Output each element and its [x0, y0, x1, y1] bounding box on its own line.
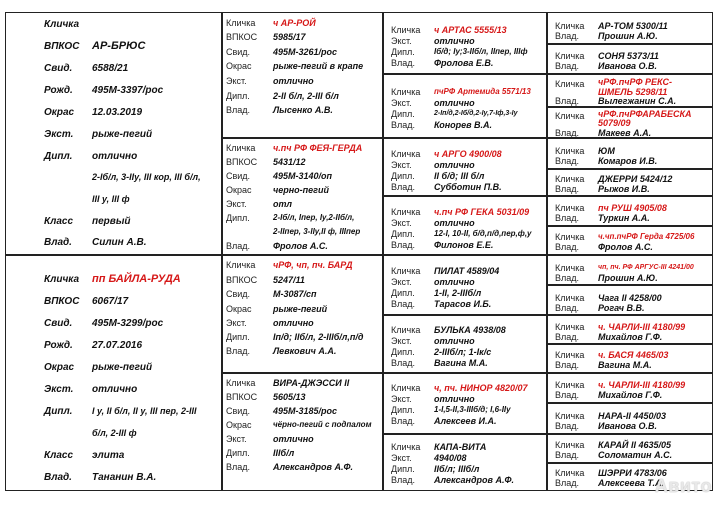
dam-block [5, 255, 222, 491]
label: Свид. [226, 406, 251, 416]
dog-name: АР-ТОМ 5300/11 [598, 21, 668, 31]
dog-name-cont: 5079/09 [598, 118, 631, 128]
label: Кличка [391, 207, 421, 217]
label: Дипл. [391, 229, 415, 239]
dog-name: ч АР-РОЙ [273, 18, 316, 28]
label: Экст. [391, 277, 412, 287]
dog-name: ч, пч. НИНОР 4820/07 [434, 383, 528, 393]
label: Влад. [555, 156, 580, 166]
label: Кличка [555, 468, 585, 478]
label: Кличка [555, 232, 585, 242]
value: 27.07.2016 [92, 340, 143, 351]
value: Силин А.В. [92, 237, 147, 248]
label: Кличка [44, 19, 80, 30]
label: Рожд. [44, 340, 73, 351]
value: Иванова О.В. [598, 421, 658, 431]
label: Дипл. [391, 464, 415, 474]
value: 495М-3185/рос [273, 406, 338, 416]
value: отлично [92, 151, 138, 162]
dog-name: БУЛЬКА 4938/08 [434, 325, 506, 335]
value: АР-БРЮС [92, 40, 146, 52]
label: Кличка [555, 79, 585, 89]
label: Влад. [226, 346, 251, 356]
dog-name: чРФ.пчРФ РЕКС- [598, 77, 672, 87]
label: Влад. [555, 213, 580, 223]
label: Влад. [555, 61, 580, 71]
label: Влад. [391, 58, 416, 68]
value: Макеев А.А. [598, 128, 652, 138]
value: 12.03.2019 [92, 107, 143, 118]
label: Кличка [555, 440, 585, 450]
far-ancestor-block [547, 196, 713, 226]
value: 5247/11 [273, 275, 305, 285]
label: Дипл. [226, 332, 250, 342]
label: Влад. [555, 421, 580, 431]
value: Михайлов Г.Ф. [598, 390, 663, 400]
value: черно-пегий [273, 185, 329, 195]
label: Влад. [555, 96, 580, 106]
label: Кличка [555, 51, 585, 61]
dog-name: ч.пч РФ ФЕЯ-ГЕРДА [273, 143, 363, 153]
value: отлично [434, 336, 475, 346]
value: чёрно-пегий с подпалом [273, 420, 372, 429]
label: ВПКОС [44, 41, 80, 52]
label: Дипл. [44, 406, 73, 417]
label: Экст. [391, 98, 412, 108]
label: Влад. [391, 120, 416, 130]
label: Влад. [226, 241, 251, 251]
value: III у, III ф [92, 194, 130, 204]
label: Кличка [555, 380, 585, 390]
label: Кличка [391, 87, 421, 97]
value: Михайлов Г.Ф. [598, 332, 663, 342]
far-ancestor-block [547, 434, 713, 463]
label: Влад. [555, 360, 580, 370]
label: Кличка [391, 325, 421, 335]
label: Кличка [44, 274, 80, 285]
label: Влад. [555, 450, 580, 460]
label: Влад. [44, 237, 72, 248]
far-ancestor-block [547, 107, 713, 138]
label: ВПКОС [226, 392, 258, 402]
value: I у, II б/л, II у, III пер, 2-III [92, 406, 197, 416]
label: Экст. [391, 218, 412, 228]
label: Влад. [555, 390, 580, 400]
value: Туркин А.А. [598, 213, 650, 223]
label: Экст. [226, 318, 247, 328]
value: Тарасов И.Б. [434, 299, 492, 309]
dog-name: ч.чп.пчРФ Герда 4725/06 [598, 232, 695, 241]
sire-block [5, 12, 222, 255]
value: элита [92, 450, 125, 461]
grandparent-block [222, 255, 383, 373]
label: Дипл. [226, 448, 250, 458]
value: Прошин А.Ю. [598, 273, 658, 283]
value: отлично [434, 394, 475, 404]
value: 2-II б/л, 2-III б/л [273, 91, 339, 101]
label: ВПКОС [44, 296, 80, 307]
dog-name: ДЖЕРРИ 5424/12 [598, 174, 673, 184]
value: Комаров И.В. [598, 156, 658, 166]
value: 5985/17 [273, 32, 306, 42]
label: Кличка [226, 18, 256, 28]
value: отлично [434, 36, 475, 46]
value: II б/д; III б/л [434, 171, 485, 181]
far-ancestor-block [547, 12, 713, 44]
dog-name: ч.пч РФ ГЕКА 5031/09 [434, 207, 530, 217]
dog-name-cont: ШМЕЛЬ 5298/11 [598, 87, 668, 97]
value: отлично [273, 76, 314, 86]
value: М-3087/сп [273, 289, 317, 299]
ancestor-block [383, 138, 547, 196]
dog-name: чРФ.пчРФАРАБЕСКА [598, 109, 692, 119]
dog-name: ч АРГО 4900/08 [434, 149, 502, 159]
dog-name: чРФ, чп, пч. БАРД [273, 260, 353, 270]
dog-name: ЮМ [598, 146, 615, 156]
value: отлично [273, 434, 314, 444]
ancestor-block [383, 12, 547, 74]
value: Фролов А.С. [598, 242, 653, 252]
value: 495М-3140/оп [273, 171, 333, 181]
value: отлично [434, 218, 475, 228]
value: 2-Iб/л, Iпер, Iу,2-IIб/л, [273, 213, 355, 222]
value: Александров А.Ф. [434, 475, 515, 485]
value: 2-IIпер, 3-IIу,II ф, IIIпер [273, 227, 361, 236]
label: Свид. [226, 171, 251, 181]
label: Окрас [226, 420, 252, 430]
label: Влад. [555, 128, 580, 138]
far-ancestor-block [547, 169, 713, 196]
ancestor-block [383, 434, 547, 491]
value: Левкович А.А. [273, 346, 337, 356]
label: Свид. [226, 289, 251, 299]
dog-name: ч АРТАС 5555/13 [434, 25, 507, 35]
label: Влад. [555, 303, 580, 313]
label: Дипл. [44, 151, 73, 162]
value: Iб/д; Iу;3-IIб/л, IIпер, IIIф [434, 47, 528, 56]
label: Кличка [555, 111, 585, 121]
value: 1-I,5-II,3-IIIб/д; I,6-IIу [434, 405, 511, 414]
dog-name: пч РУШ 4905/08 [598, 203, 667, 213]
label: Кличка [391, 149, 421, 159]
label: Экст. [44, 129, 74, 140]
label: Кличка [391, 442, 421, 452]
ancestor-block [383, 315, 547, 373]
label: Окрас [226, 185, 252, 195]
label: Экст. [391, 394, 412, 404]
dog-name: пчРФ Артемида 5571/13 [434, 87, 531, 96]
value: отлично [434, 277, 475, 287]
label: Кличка [226, 143, 256, 153]
label: Экст. [391, 36, 412, 46]
label: Кличка [391, 25, 421, 35]
value: 2-Iп/д,2-Iб/д,2-Iу,7-Iф,3-Iу [434, 110, 518, 117]
value: Конорев В.А. [434, 120, 493, 130]
value: 1-II, 2-IIIб/л [434, 288, 482, 298]
label: Дипл. [391, 405, 415, 415]
label: Кличка [555, 322, 585, 332]
value: 2-Iб/л, 3-IIу, III кор, III б/л, [92, 172, 201, 182]
far-ancestor-block [547, 138, 713, 169]
value: Рогач В.В. [598, 303, 645, 313]
far-ancestor-block [547, 315, 713, 344]
dog-name: КАПА-ВИТА [434, 442, 487, 452]
dog-name: ШЭРРИ 4783/06 [598, 468, 667, 478]
value: Iп/д; IIб/л, 2-IIIб/л,п/д [273, 332, 364, 342]
label: Дипл. [226, 213, 250, 223]
value: рыже-пегий в крапе [273, 61, 364, 71]
label: Влад. [391, 416, 416, 426]
label: Кличка [555, 174, 585, 184]
label: Влад. [391, 358, 416, 368]
label: Рожд. [44, 85, 73, 96]
ancestor-block [383, 255, 547, 315]
label: Дипл. [391, 109, 415, 119]
dog-name: пп БАЙЛА-РУДА [92, 273, 181, 285]
ancestor-block [383, 74, 547, 138]
value: отл [273, 199, 292, 209]
label: Дипл. [391, 47, 415, 57]
label: Кличка [555, 411, 585, 421]
label: Окрас [44, 362, 75, 373]
label: Класс [44, 216, 74, 227]
far-ancestor-block [547, 74, 713, 107]
label: Кличка [391, 266, 421, 276]
grandparent-block [222, 373, 383, 491]
value: Фролова Е.В. [434, 58, 494, 68]
ancestor-block [383, 373, 547, 434]
dog-name: КАРАЙ II 4635/05 [598, 440, 671, 450]
label: Влад. [391, 240, 416, 250]
value: рыже-пегий [92, 129, 153, 140]
far-ancestor-block [547, 285, 713, 315]
dog-name: ВИРА-ДЖЭССИ II [273, 378, 350, 388]
value: Субботин П.В. [434, 182, 502, 192]
label: Свид. [44, 318, 73, 329]
label: Экст. [44, 384, 74, 395]
label: Влад. [226, 462, 251, 472]
value: 495М-3299/рос [92, 318, 164, 329]
value: Соломатин А.С. [598, 450, 673, 460]
value: Алексеев И.А. [434, 416, 497, 426]
label: Влад. [226, 105, 251, 115]
value: Вагина М.А. [598, 360, 652, 370]
label: Кличка [226, 260, 256, 270]
label: Окрас [44, 107, 75, 118]
value: Филонов Е.Е. [434, 240, 494, 250]
label: Дипл. [226, 91, 250, 101]
label: Кличка [555, 21, 585, 31]
value: Фролов А.С. [273, 241, 328, 251]
label: Окрас [226, 61, 252, 71]
label: Влад. [555, 273, 580, 283]
value: 12-I, 10-II, б/д,п/д,пер,ф,у [434, 229, 532, 238]
far-ancestor-block [547, 44, 713, 74]
label: Свид. [44, 63, 73, 74]
label: Экст. [391, 160, 412, 170]
label: Экст. [226, 199, 247, 209]
value: отлично [434, 98, 475, 108]
value: 5431/12 [273, 157, 306, 167]
dog-name: СОНЯ 5373/11 [598, 51, 659, 61]
label: Свид. [226, 47, 251, 57]
value: Рыжов И.В. [598, 184, 650, 194]
label: Кличка [555, 293, 585, 303]
value: Прошин А.Ю. [598, 31, 658, 41]
dog-name: ПИЛАТ 4589/04 [434, 266, 500, 276]
far-ancestor-block [547, 255, 713, 285]
label: Класс [44, 450, 74, 461]
value: Вылегжанин С.А. [598, 96, 677, 106]
value: Алексеева Т.А. [598, 478, 665, 488]
dog-name: Чага II 4258/00 [598, 293, 662, 303]
value: 2-IIIб/л; 1-Iк/с [434, 347, 492, 357]
watermark: Авито [654, 476, 712, 496]
value: б/л, 2-III ф [92, 428, 137, 438]
label: Кличка [555, 350, 585, 360]
value: отлично [434, 160, 475, 170]
label: Влад. [555, 184, 580, 194]
label: Влад. [391, 182, 416, 192]
label: Экст. [391, 453, 412, 463]
value: 4940/08 [434, 453, 467, 463]
label: Дипл. [391, 171, 415, 181]
label: Экст. [226, 76, 247, 86]
far-ancestor-block [547, 226, 713, 255]
value: отлично [92, 384, 138, 395]
label: Кличка [555, 263, 585, 273]
dog-name: ч. ЧАРЛИ-III 4180/99 [598, 380, 686, 390]
value: рыже-пегий [273, 304, 328, 314]
label: Влад. [555, 478, 580, 488]
label: Кличка [391, 383, 421, 393]
dog-name: НАРА-II 4450/03 [598, 411, 666, 421]
value: IIб/л; IIIб/л [434, 464, 480, 474]
value: Тананин В.А. [92, 472, 157, 483]
value: рыже-пегий [92, 362, 153, 373]
value: 5605/13 [273, 392, 306, 402]
label: Влад. [391, 299, 416, 309]
label: Влад. [555, 332, 580, 342]
label: Экст. [391, 336, 412, 346]
far-ancestor-block [547, 373, 713, 403]
label: Кличка [226, 378, 256, 388]
value: 6588/21 [92, 63, 129, 74]
ancestor-block [383, 196, 547, 255]
grandparent-block [222, 138, 383, 255]
value: 495М-3261/рос [273, 47, 338, 57]
far-ancestor-block [547, 403, 713, 434]
label: Дипл. [391, 347, 415, 357]
label: Окрас [226, 304, 252, 314]
value: 6067/17 [92, 296, 129, 307]
label: ВПКОС [226, 157, 258, 167]
value: первый [92, 216, 131, 227]
label: ВПКОС [226, 275, 258, 285]
dog-name: ч. ЧАРЛИ-III 4180/99 [598, 322, 686, 332]
value: IIIб/л [273, 448, 295, 458]
value: Иванова О.В. [598, 61, 658, 71]
label: Кличка [555, 203, 585, 213]
label: Дипл. [391, 288, 415, 298]
label: Влад. [555, 242, 580, 252]
far-ancestor-block [547, 344, 713, 373]
value: отлично [273, 318, 314, 328]
value: 495М-3397/рос [92, 85, 164, 96]
dog-name: чп, пч. РФ АРГУС-III 4241/00 [598, 264, 694, 271]
label: Влад. [391, 475, 416, 485]
label: Влад. [555, 31, 580, 41]
value: Лысенко А.В. [273, 105, 333, 115]
label: Влад. [44, 472, 72, 483]
label: Экст. [226, 434, 247, 444]
label: ВПКОС [226, 32, 258, 42]
value: Вагина М.А. [434, 358, 488, 368]
label: Кличка [555, 146, 585, 156]
value: Александров А.Ф. [273, 462, 354, 472]
grandparent-block [222, 12, 383, 138]
dog-name: ч. БАСЯ 4465/03 [598, 350, 669, 360]
